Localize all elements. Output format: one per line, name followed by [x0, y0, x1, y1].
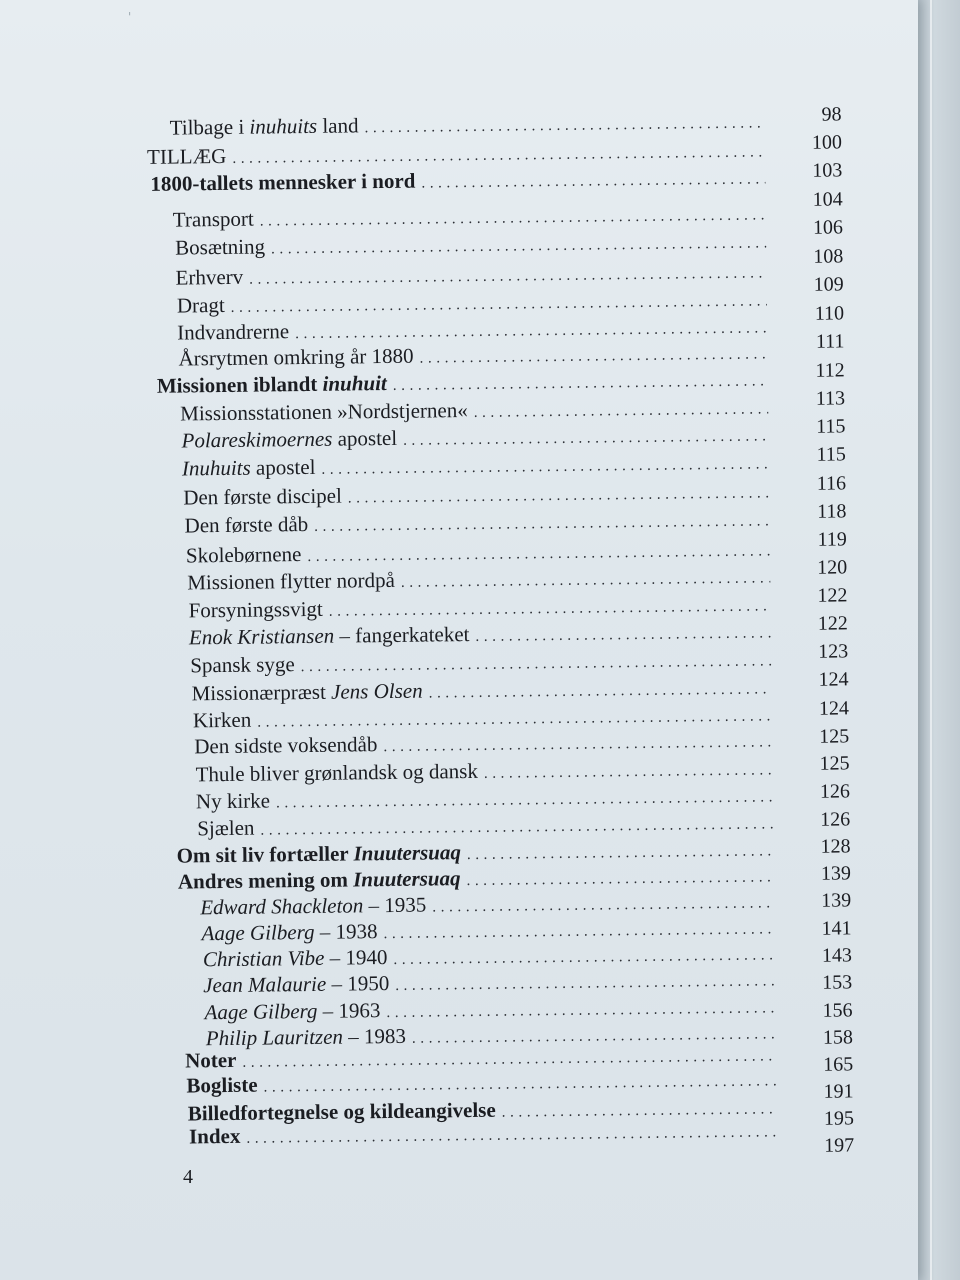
toc-entry-title — [190, 652, 295, 678]
toc-entry-title — [189, 1124, 241, 1150]
toc-entry-title — [177, 293, 225, 319]
dot-leader — [429, 681, 772, 702]
italic-title-part: inuhuit — [322, 370, 387, 396]
toc-entry-title — [187, 568, 395, 596]
toc-entry-title — [191, 679, 422, 707]
dot-leader — [484, 762, 773, 783]
toc-entry-title — [186, 542, 302, 568]
toc-entry-title — [182, 455, 316, 482]
dot-leader — [383, 921, 774, 943]
toc-entry-page: 165 — [823, 1053, 854, 1076]
dot-leader — [307, 543, 770, 566]
title-part: Andres mening om — [177, 867, 354, 894]
toc-entry-title — [186, 1073, 257, 1099]
toc-entry-page: 126 — [819, 780, 851, 803]
italic-title-part: Inuutersuaq — [352, 866, 461, 892]
toc-entry-page: 143 — [821, 944, 853, 967]
toc-entry-page: 191 — [823, 1080, 854, 1103]
italic-title-part: Edward Shackleton — [200, 893, 364, 920]
title-part: apostel — [332, 425, 398, 451]
toc-entry-title — [185, 1048, 237, 1074]
dot-leader — [314, 513, 770, 536]
toc-entry-title — [203, 945, 388, 972]
dot-leader — [403, 428, 769, 449]
toc-entry-title — [157, 371, 387, 399]
toc-entry — [175, 228, 770, 263]
title-part: Missionen flytter nordpå — [187, 567, 396, 595]
italic-title-part: Inuutersuaq — [353, 840, 462, 866]
toc-entry-page: 124 — [818, 697, 849, 720]
title-part: Kirken — [192, 707, 252, 733]
toc-entry-title — [177, 319, 289, 345]
toc-entry-page: 195 — [823, 1107, 855, 1130]
dot-leader — [386, 1000, 775, 1022]
title-part: Indvandrerne — [177, 319, 290, 345]
toc-entry-page: 113 — [815, 387, 846, 410]
dot-leader — [393, 373, 768, 395]
dot-leader — [432, 895, 774, 916]
title-part: Noter — [184, 1047, 237, 1073]
toc-entry — [189, 1117, 781, 1152]
italic-title-part: Jens Olsen — [330, 678, 423, 704]
title-part: Ny kirke — [195, 788, 271, 814]
title-part: Bosætning — [175, 234, 266, 260]
toc-entry-page: 124 — [818, 668, 849, 691]
dot-leader — [466, 869, 774, 890]
toc-entry-title — [180, 398, 468, 427]
toc-entry-page: 118 — [817, 500, 847, 523]
toc-entry-page: 153 — [822, 971, 853, 994]
toc-entry-title — [193, 708, 252, 734]
dot-leader — [467, 843, 774, 864]
title-part: – 1983 — [342, 1023, 407, 1049]
title-part: – 1963 — [317, 998, 381, 1023]
title-part: Om sit liv fortæller — [176, 841, 354, 868]
dot-leader — [321, 456, 769, 478]
title-part: Missionærpræst — [191, 679, 332, 706]
title-part: Thule bliver grønlandsk og dansk — [195, 758, 479, 787]
toc-entry-page: 139 — [820, 862, 852, 885]
italic-title-part: Polareskimoernes — [181, 426, 333, 453]
dot-leader — [393, 947, 775, 969]
title-part: – 1935 — [363, 892, 427, 918]
toc-entry-page: 98 — [821, 103, 842, 126]
dot-leader — [383, 734, 772, 756]
toc-entry-title — [184, 512, 308, 539]
toc-entry-title — [204, 998, 380, 1025]
page-number: 4 — [183, 1166, 193, 1188]
title-part: – 1950 — [326, 971, 390, 996]
toc-entry-page: 109 — [813, 273, 844, 296]
dot-leader — [260, 207, 766, 230]
title-part: Sjælen — [197, 815, 255, 841]
toc-entry — [184, 506, 773, 541]
toc-entry-title — [196, 788, 270, 814]
toc-entry-title — [183, 484, 342, 511]
toc-entry-page: 126 — [820, 808, 851, 831]
dot-leader — [301, 653, 772, 676]
dot-leader — [260, 816, 773, 839]
italic-title-part: Inuhuits — [181, 455, 251, 481]
paper-mark: ' — [128, 10, 132, 24]
title-part: TILLÆG — [146, 143, 227, 169]
title-part: – 1938 — [314, 919, 378, 944]
dot-leader — [395, 973, 775, 995]
title-part: Spansk syge — [190, 652, 295, 678]
dot-leader — [475, 625, 771, 646]
toc-entry-title — [188, 597, 322, 624]
dot-leader — [420, 346, 768, 367]
toc-entry-title — [200, 893, 426, 921]
toc-entry-page: 139 — [821, 889, 852, 912]
dot-leader — [474, 401, 769, 422]
adjacent-page-edge — [918, 0, 960, 1280]
toc-entry-title — [147, 144, 227, 170]
title-part: land — [316, 113, 359, 138]
title-part: 1800-tallets mennesker i nord — [150, 168, 416, 196]
title-part: Bogliste — [186, 1072, 258, 1098]
toc-entry-page: 116 — [816, 472, 847, 495]
toc-entry-page: 125 — [819, 752, 850, 775]
title-part: Missionen iblandt — [156, 371, 323, 398]
title-part: Skolebørnene — [185, 542, 302, 568]
toc-entry-page: 156 — [822, 999, 853, 1022]
title-part: Billedfortegnelse og kildeangivelse — [187, 1097, 496, 1126]
toc-entry-title — [201, 919, 377, 946]
toc-entry-title — [194, 732, 377, 759]
title-part: Transport — [172, 206, 254, 232]
toc-entry-title — [197, 816, 254, 842]
italic-title-part: Jean Malaurie — [203, 971, 327, 998]
italic-title-part: Enok Kristiansen — [188, 623, 335, 650]
italic-title-part: Aage Gilberg — [204, 998, 318, 1025]
toc-entry-page: 115 — [816, 443, 846, 466]
toc-entry-page: 120 — [817, 556, 848, 579]
toc-entry-page: 125 — [819, 725, 850, 748]
toc-entry-page: 122 — [817, 584, 848, 607]
title-part: Tilbage i — [169, 114, 250, 140]
toc-entry-title — [173, 207, 254, 233]
toc-entry-title — [189, 622, 470, 650]
title-part: Erhverv — [175, 264, 244, 290]
toc-entry-title — [175, 234, 265, 260]
dot-leader — [249, 265, 767, 288]
title-part: – fangerkateket — [334, 622, 470, 648]
toc-entry-page: 110 — [814, 302, 845, 325]
title-part: apostel — [250, 454, 316, 480]
italic-title-part: Aage Gilberg — [201, 919, 315, 946]
toc-entry-page: 108 — [813, 245, 844, 268]
title-part: Den første dåb — [184, 511, 309, 538]
toc-entry-page: 141 — [821, 917, 852, 940]
toc-entry-page: 197 — [824, 1134, 855, 1157]
title-part: – 1940 — [324, 945, 388, 970]
toc-entry-page: 106 — [812, 216, 844, 239]
toc-entry-page: 128 — [820, 835, 851, 858]
toc-entry-page: 122 — [817, 612, 848, 635]
dot-leader — [421, 171, 765, 192]
toc-entry-title — [175, 265, 243, 291]
toc-entry-page: 100 — [811, 131, 843, 154]
toc-entry-title — [195, 759, 478, 787]
title-part: Årsrytmen omkring år 1880 — [178, 343, 414, 371]
toc-entry-title — [170, 113, 359, 140]
dot-leader — [364, 115, 764, 137]
dot-leader — [348, 485, 770, 507]
toc-entry-title — [176, 840, 461, 868]
toc-entry-title — [178, 344, 413, 372]
dot-leader — [329, 598, 771, 620]
toc-entry-title — [178, 866, 461, 894]
toc-entry-title — [203, 971, 389, 998]
toc-entry-title — [150, 169, 415, 197]
toc-entry-page: 123 — [818, 640, 849, 663]
title-part: Index — [188, 1123, 241, 1149]
title-part: Dragt — [176, 292, 225, 318]
dot-leader — [401, 570, 771, 592]
dot-leader — [264, 1073, 777, 1096]
italic-title-part: Christian Vibe — [202, 945, 325, 972]
toc-entry-page: 112 — [815, 359, 845, 382]
title-part: Missionsstationen »Nordstjernen« — [180, 398, 468, 426]
italic-title-part: Philip Lauritzen — [205, 1024, 344, 1051]
toc-entry-page: 103 — [812, 159, 843, 182]
toc-entry-page: 158 — [822, 1026, 854, 1049]
toc-entry-page: 119 — [817, 528, 847, 551]
title-part: Den første discipel — [183, 483, 342, 510]
toc-entry-page: 111 — [815, 330, 845, 353]
toc-entry-page: 104 — [812, 188, 843, 211]
dot-leader — [246, 1124, 777, 1147]
title-part: Forsyningssvigt — [188, 596, 323, 623]
italic-title-part: inuhuits — [249, 113, 318, 139]
page-edge-highlight — [930, 0, 932, 1280]
title-part: Den sidste voksendåb — [194, 732, 378, 759]
toc-entry-page: 115 — [816, 415, 846, 438]
toc-entry-title — [181, 426, 397, 454]
dot-leader — [276, 789, 773, 812]
dot-leader — [271, 235, 766, 258]
